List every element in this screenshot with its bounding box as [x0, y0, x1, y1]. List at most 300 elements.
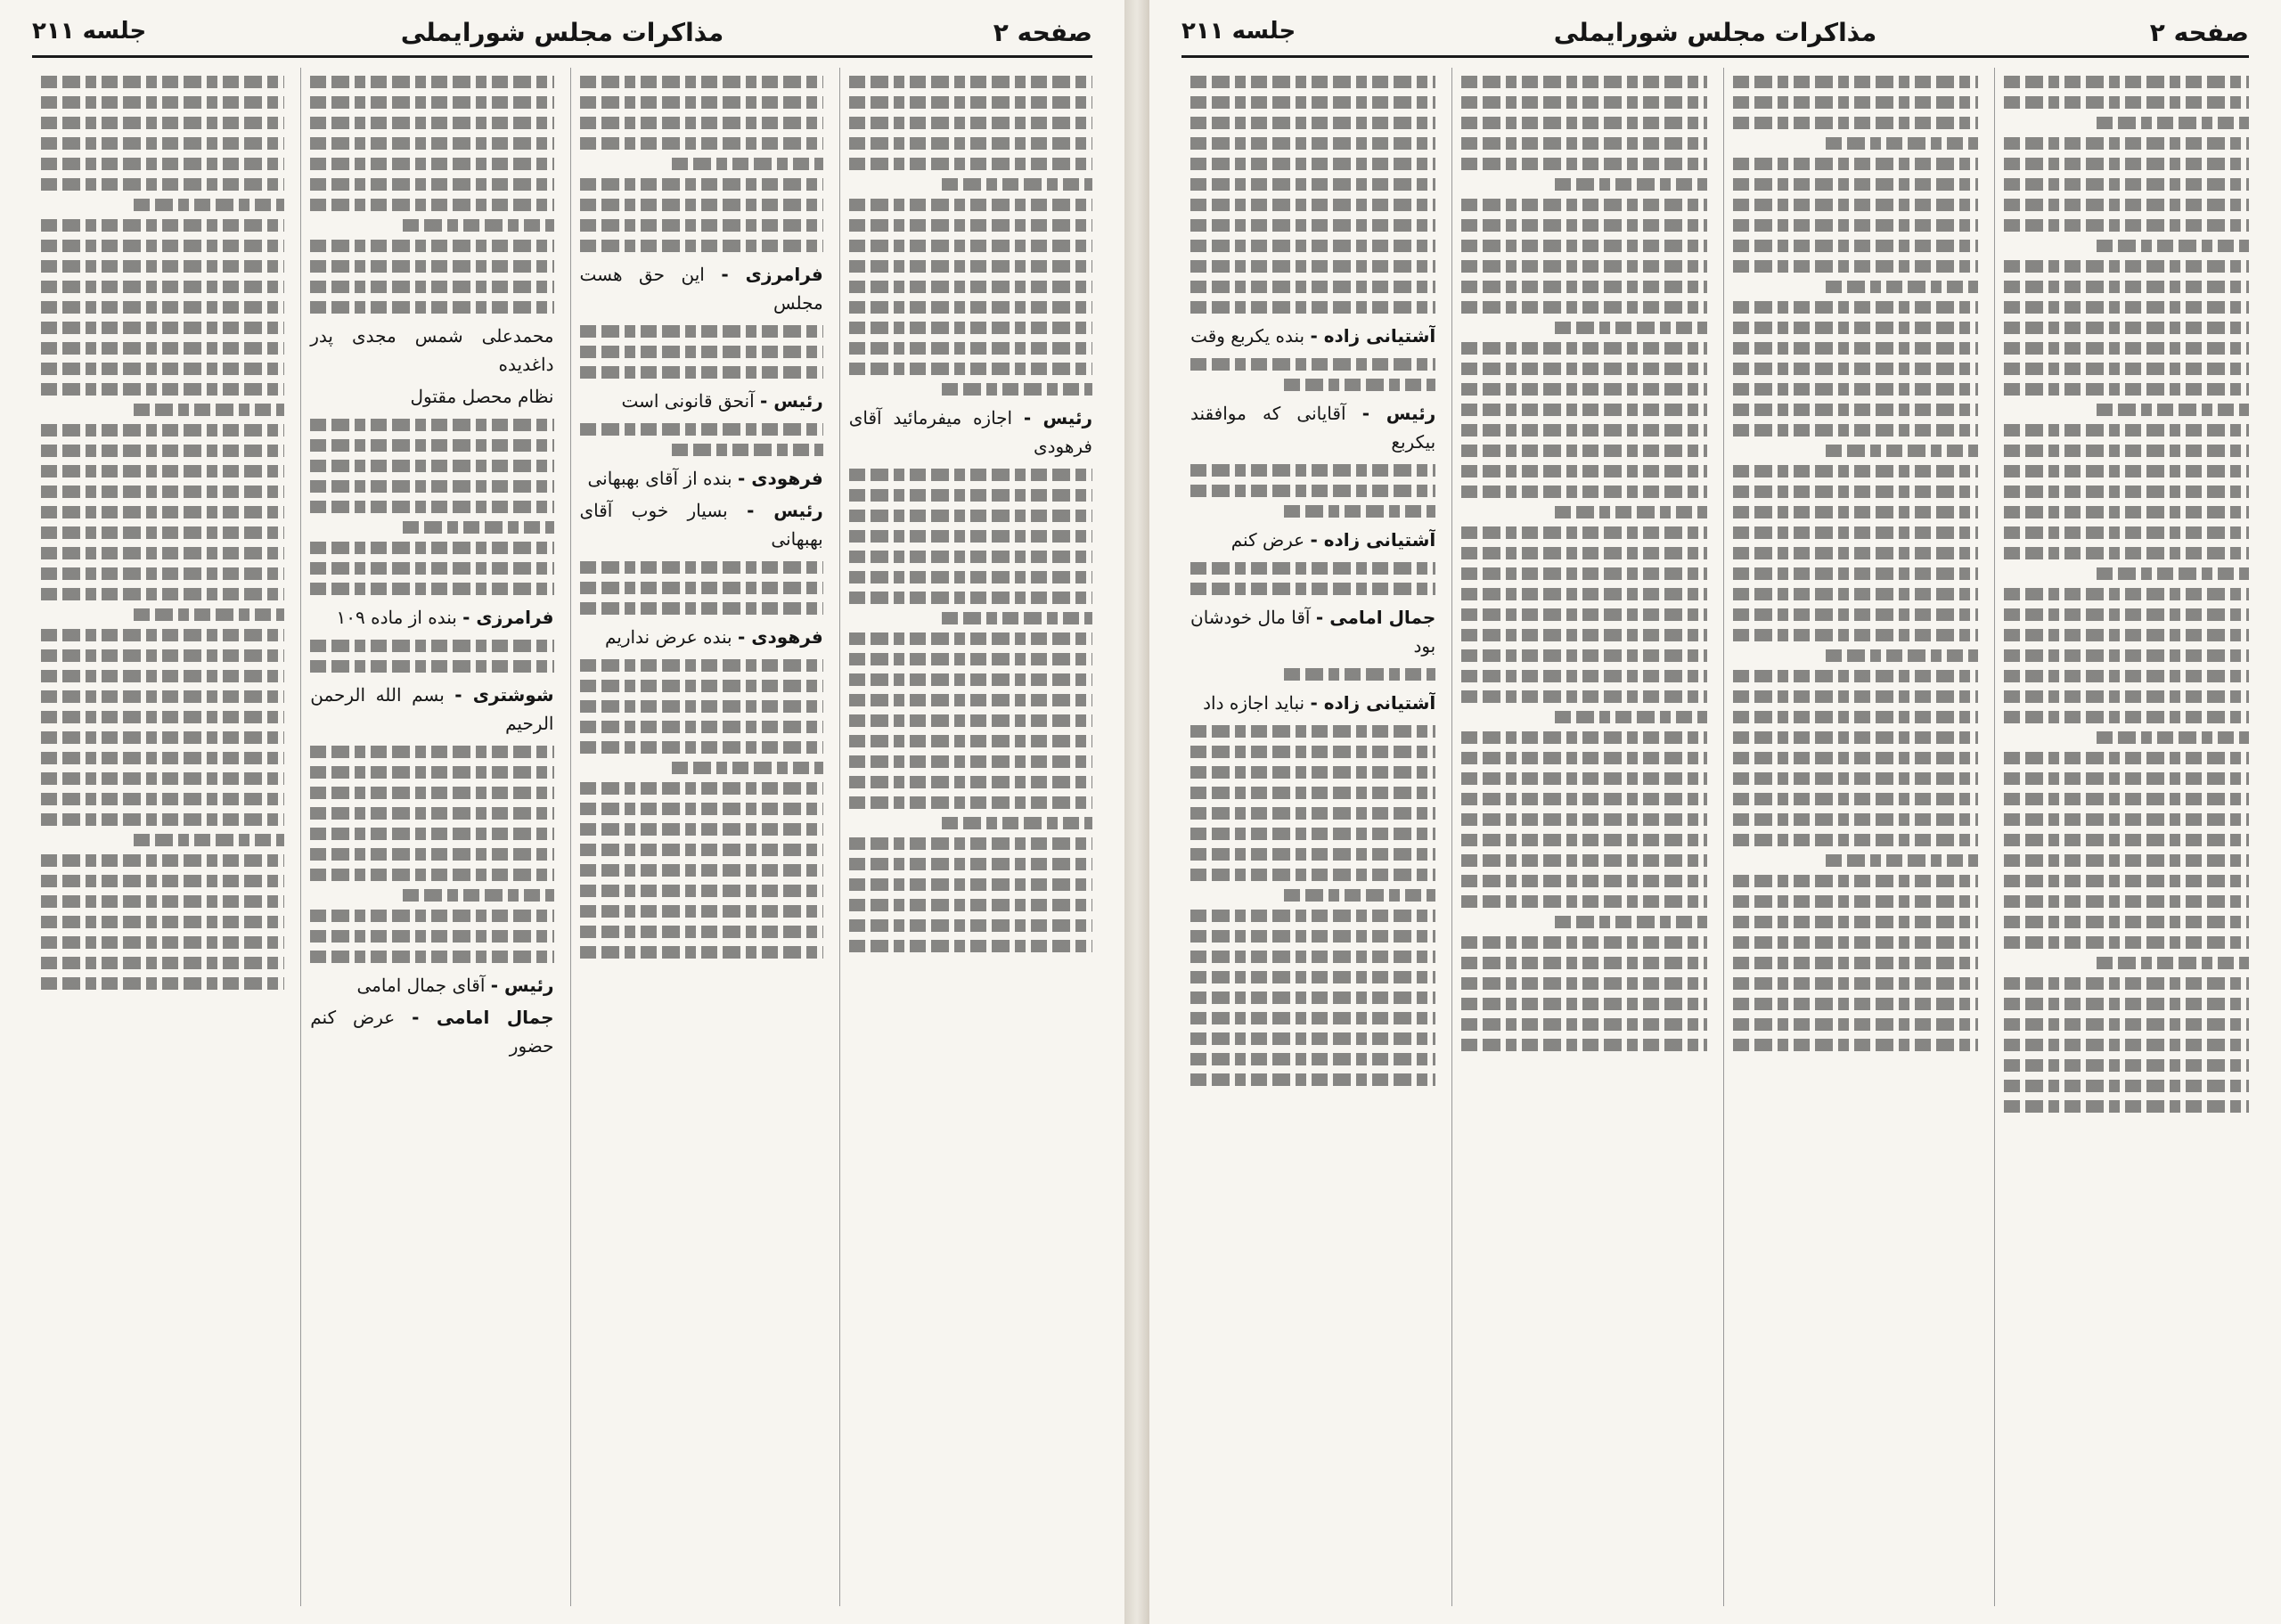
text-line: [41, 629, 284, 641]
left-speech-8: آقای جمال امامی: [356, 975, 486, 996]
text-line: [849, 571, 1092, 583]
right-excerpt-3: [1190, 603, 1435, 660]
text-line: [1190, 746, 1435, 758]
text-line: [1190, 117, 1435, 129]
text-line: [580, 721, 823, 733]
text-line: [2004, 793, 2249, 805]
text-line: [672, 762, 822, 774]
left-speech-0: اجازه میفرمائید آقای فرهودی: [848, 407, 1092, 457]
text-line: [2004, 936, 2249, 949]
text-line: [310, 766, 553, 779]
text-line: [41, 772, 284, 785]
text-line: [41, 260, 284, 273]
left-speaker-0: رئیس -: [1023, 407, 1092, 428]
right-speech-3: آقا مال خودشان بود: [1190, 607, 1436, 657]
text-line: [1733, 916, 1978, 928]
text-line: [41, 731, 284, 744]
text-line: [41, 363, 284, 375]
right-speaker-2: آشتیانی زاده -: [1310, 529, 1436, 551]
text-line: [2004, 424, 2249, 437]
text-line: [1733, 158, 1978, 170]
text-line: [1733, 690, 1978, 703]
text-line: [310, 930, 553, 943]
text-line: [849, 940, 1092, 952]
left-excerpt-3: [580, 464, 823, 493]
text-line: [2004, 916, 2249, 928]
text-line: [580, 423, 823, 436]
text-line: [41, 854, 284, 867]
left-speech-3: بنده از آقای بهبهانی: [587, 468, 732, 489]
text-line: [41, 240, 284, 252]
text-line: [1461, 998, 1706, 1010]
text-line: [2004, 670, 2249, 682]
text-line: [1733, 895, 1978, 908]
text-line: [1284, 668, 1436, 681]
text-line: [849, 489, 1092, 502]
text-line: [41, 649, 284, 662]
text-line: [1733, 219, 1978, 232]
text-line: [580, 926, 823, 938]
text-line: [849, 919, 1092, 932]
text-line: [1190, 583, 1435, 595]
text-line: [134, 608, 284, 621]
text-line: [1190, 766, 1435, 779]
text-line: [1733, 363, 1978, 375]
text-line: [310, 746, 553, 758]
text-line: [41, 158, 284, 170]
text-line: [849, 694, 1092, 706]
right-page-header: [1181, 12, 2249, 58]
text-line: [1461, 895, 1706, 908]
text-line: [1461, 875, 1706, 887]
text-line: [310, 542, 553, 554]
text-line: [580, 325, 823, 338]
right-speech-0: بنده یکربع وقت: [1190, 325, 1305, 347]
text-line: [2004, 260, 2249, 273]
text-line: [1190, 1012, 1435, 1024]
text-line: [1461, 813, 1706, 826]
text-line: [2004, 588, 2249, 600]
text-line: [41, 76, 284, 88]
text-line: [310, 260, 553, 273]
left-excerpt-6: [310, 603, 553, 632]
text-line: [41, 465, 284, 477]
text-line: [1190, 562, 1435, 575]
text-line: [1190, 485, 1435, 497]
text-line: [1733, 977, 1978, 990]
text-line: [1733, 772, 1978, 785]
text-line: [672, 444, 822, 456]
left-speaker-7: شوشتری -: [454, 684, 554, 706]
text-line: [1190, 219, 1435, 232]
text-line: [1461, 526, 1706, 539]
text-line: [1190, 137, 1435, 150]
text-line: [849, 653, 1092, 665]
text-line: [1733, 670, 1978, 682]
text-line: [1461, 567, 1706, 580]
left-speech-1: این حق هست مجلس: [579, 264, 823, 314]
text-line: [1190, 240, 1435, 252]
text-line: [1555, 322, 1707, 334]
text-line: [2004, 772, 2249, 785]
left-speech-5: بنده عرض نداریم: [604, 626, 732, 648]
text-line: [2004, 608, 2249, 621]
text-line: [2004, 96, 2249, 109]
text-line: [1190, 807, 1435, 820]
text-line: [1461, 342, 1706, 355]
text-line: [580, 885, 823, 897]
left-speaker-6: فرامرزی -: [462, 607, 554, 628]
text-line: [580, 782, 823, 795]
text-line: [1733, 117, 1978, 129]
text-line: [849, 260, 1092, 273]
text-line: [1190, 910, 1435, 922]
text-line: [310, 848, 553, 861]
text-line: [1461, 301, 1706, 314]
text-line: [403, 889, 553, 902]
text-line: [849, 76, 1092, 88]
text-line: [1190, 1032, 1435, 1045]
text-line: [2004, 281, 2249, 293]
text-line: [1190, 828, 1435, 840]
text-line: [849, 342, 1092, 355]
text-line: [580, 366, 823, 379]
text-line: [134, 404, 284, 416]
text-line: [1733, 301, 1978, 314]
text-line: [1733, 178, 1978, 191]
text-line: [1733, 76, 1978, 88]
text-line: [1461, 240, 1706, 252]
text-line: [310, 96, 553, 109]
text-line: [1461, 96, 1706, 109]
text-line: [1555, 506, 1707, 518]
text-line: [1733, 404, 1978, 416]
text-line: [942, 178, 1092, 191]
text-line: [310, 807, 553, 820]
left-speech-9: عرض کنم حضور: [310, 1007, 554, 1057]
text-line: [1190, 464, 1435, 477]
text-line: [1733, 342, 1978, 355]
text-line: [41, 137, 284, 150]
left-note-0: محمدعلی شمس مجدی پدر داغدیده: [310, 325, 554, 375]
left-speaker-3: فرهودی -: [737, 468, 823, 489]
right-column-3: [1451, 68, 1706, 1606]
text-line: [310, 460, 553, 472]
text-line: [2004, 895, 2249, 908]
text-line: [1733, 567, 1978, 580]
text-line: [41, 383, 284, 396]
text-line: [41, 895, 284, 908]
text-line: [580, 137, 823, 150]
text-line: [2004, 690, 2249, 703]
left-speaker-1: فرامرزی -: [721, 264, 823, 285]
left-speech-6: بنده از ماده ۱۰۹: [336, 607, 457, 628]
text-line: [1461, 977, 1706, 990]
text-line: [2004, 219, 2249, 232]
text-line: [2004, 977, 2249, 990]
page-gutter: [1124, 0, 1149, 1624]
text-line: [849, 301, 1092, 314]
text-line: [310, 301, 553, 314]
text-line: [310, 419, 553, 431]
text-line: [1461, 465, 1706, 477]
text-line: [942, 383, 1092, 396]
text-line: [41, 567, 284, 580]
text-line: [2004, 875, 2249, 887]
text-line: [1733, 96, 1978, 109]
right-column-2: [1723, 68, 1978, 1606]
text-line: [41, 588, 284, 600]
text-line: [580, 844, 823, 856]
text-line: [580, 602, 823, 615]
text-line: [1461, 936, 1706, 949]
text-line: [1733, 486, 1978, 498]
text-line: [1461, 137, 1706, 150]
text-line: [41, 793, 284, 805]
right-page-number: صفحه ۲: [2149, 18, 2249, 47]
text-line: [849, 219, 1092, 232]
text-line: [310, 480, 553, 493]
text-line: [580, 946, 823, 959]
text-line: [2004, 998, 2249, 1010]
text-line: [1190, 281, 1435, 293]
text-line: [1461, 649, 1706, 662]
text-line: [1733, 998, 1978, 1010]
text-line: [1733, 588, 1978, 600]
text-line: [1733, 465, 1978, 477]
text-line: [849, 469, 1092, 481]
text-line: [41, 281, 284, 293]
text-line: [1461, 199, 1706, 211]
text-line: [849, 899, 1092, 911]
text-line: [849, 837, 1092, 850]
text-line: [1284, 379, 1436, 391]
text-line: [41, 957, 284, 969]
text-line: [580, 346, 823, 358]
text-line: [2097, 731, 2249, 744]
text-line: [1190, 951, 1435, 963]
text-line: [2004, 1039, 2249, 1051]
text-line: [41, 301, 284, 314]
text-line: [310, 910, 553, 922]
text-line: [1190, 158, 1435, 170]
text-line: [580, 680, 823, 692]
text-line: [1555, 711, 1707, 723]
text-line: [580, 96, 823, 109]
right-page-session: جلسه ۲۱۱: [1181, 18, 1296, 45]
text-line: [1461, 404, 1706, 416]
text-line: [1733, 629, 1978, 641]
text-line: [2004, 752, 2249, 764]
text-line: [849, 158, 1092, 170]
right-speech-2: عرض کنم: [1230, 529, 1305, 551]
left-excerpt-5: [580, 623, 823, 651]
text-line: [2004, 76, 2249, 88]
right-page-columns: [1181, 68, 2249, 1606]
text-line: [2004, 1080, 2249, 1092]
text-line: [2004, 363, 2249, 375]
left-excerpt-8: [310, 971, 553, 1000]
text-line: [2097, 957, 2249, 969]
text-line: [1826, 854, 1978, 867]
text-line: [1733, 875, 1978, 887]
text-line: [2004, 322, 2249, 334]
text-line: [310, 117, 553, 129]
text-line: [1461, 957, 1706, 969]
text-line: [849, 510, 1092, 522]
text-line: [2004, 506, 2249, 518]
left-page-number: صفحه ۲: [993, 18, 1092, 47]
text-line: [1733, 957, 1978, 969]
text-line: [403, 521, 553, 534]
text-line: [849, 714, 1092, 727]
text-line: [1733, 731, 1978, 744]
text-line: [1461, 445, 1706, 457]
text-line: [2097, 117, 2249, 129]
text-line: [2004, 301, 2249, 314]
right-speech-1: آقایانی که موافقند بیکربع: [1190, 403, 1436, 453]
text-line: [580, 700, 823, 713]
text-line: [1461, 1039, 1706, 1051]
text-line: [134, 834, 284, 846]
text-line: [41, 813, 284, 826]
text-line: [1826, 281, 1978, 293]
right-excerpt-4: [1190, 689, 1435, 717]
text-line: [1733, 936, 1978, 949]
text-line: [580, 199, 823, 211]
text-line: [1190, 301, 1435, 314]
text-line: [1190, 930, 1435, 943]
text-line: [849, 755, 1092, 768]
text-line: [580, 240, 823, 252]
text-line: [2004, 813, 2249, 826]
text-line: [580, 219, 823, 232]
text-line: [942, 817, 1092, 829]
text-line: [1826, 137, 1978, 150]
text-line: [849, 281, 1092, 293]
text-line: [2004, 342, 2249, 355]
left-speaker-9: جمال امامی -: [412, 1007, 554, 1028]
text-line: [1284, 889, 1436, 902]
left-speech-4: بسیار خوب آقای بهبهانی: [579, 500, 823, 550]
text-line: [1733, 260, 1978, 273]
text-line: [849, 240, 1092, 252]
text-line: [2004, 526, 2249, 539]
left-excerpt-7: [310, 681, 553, 738]
text-line: [310, 137, 553, 150]
text-line: [849, 322, 1092, 334]
text-line: [1826, 649, 1978, 662]
text-line: [2004, 834, 2249, 846]
left-excerpt-0: [849, 404, 1092, 461]
text-line: [310, 439, 553, 452]
right-speaker-4: آشتیانی زاده -: [1310, 692, 1436, 714]
text-line: [2004, 854, 2249, 867]
text-line: [41, 526, 284, 539]
text-line: [849, 776, 1092, 788]
left-excerpt-4: [580, 496, 823, 553]
text-line: [310, 583, 553, 595]
left-speaker-5: فرهودی -: [737, 626, 823, 648]
text-line: [1461, 219, 1706, 232]
right-column-1: [1994, 68, 2249, 1606]
text-line: [1733, 1018, 1978, 1031]
text-line: [41, 342, 284, 355]
text-line: [1461, 752, 1706, 764]
text-line: [1461, 834, 1706, 846]
left-speaker-8: رئیس -: [490, 975, 554, 996]
text-line: [849, 858, 1092, 870]
right-excerpt-2: [1190, 526, 1435, 554]
text-line: [849, 96, 1092, 109]
text-line: [2004, 1059, 2249, 1072]
text-line: [2004, 1100, 2249, 1113]
text-line: [580, 823, 823, 836]
text-line: [2097, 404, 2249, 416]
text-line: [2004, 445, 2249, 457]
text-line: [849, 632, 1092, 645]
text-line: [1733, 424, 1978, 437]
text-line: [310, 951, 553, 963]
text-line: [849, 592, 1092, 604]
right-excerpt-0: [1190, 322, 1435, 350]
text-line: [1461, 424, 1706, 437]
text-line: [1190, 178, 1435, 191]
text-line: [1733, 526, 1978, 539]
text-line: [310, 199, 553, 211]
text-line: [2004, 486, 2249, 498]
text-line: [1190, 848, 1435, 861]
text-line: [580, 741, 823, 754]
text-line: [310, 501, 553, 513]
left-column-4: [32, 68, 284, 1606]
text-line: [580, 178, 823, 191]
text-line: [1733, 793, 1978, 805]
text-line: [580, 803, 823, 815]
text-line: [1733, 199, 1978, 211]
text-line: [849, 735, 1092, 747]
text-line: [849, 673, 1092, 686]
right-column-4: [1181, 68, 1435, 1606]
text-line: [580, 864, 823, 877]
text-line: [310, 640, 553, 652]
text-line: [310, 281, 553, 293]
right-speaker-1: رئیس -: [1361, 403, 1436, 424]
text-line: [1461, 486, 1706, 498]
left-page-session: جلسه ۲۱۱: [32, 18, 147, 45]
text-line: [41, 690, 284, 703]
text-line: [1461, 260, 1706, 273]
text-line: [41, 322, 284, 334]
text-line: [41, 96, 284, 109]
left-page-columns: [32, 68, 1092, 1606]
text-line: [1461, 281, 1706, 293]
text-line: [1461, 772, 1706, 785]
text-line: [1190, 869, 1435, 881]
text-line: [310, 158, 553, 170]
text-line: [310, 660, 553, 673]
left-page-title: مذاکرات مجلس شورایملی: [400, 18, 724, 47]
text-line: [2004, 629, 2249, 641]
text-line: [41, 178, 284, 191]
text-line: [1190, 971, 1435, 983]
text-line: [1190, 992, 1435, 1004]
text-line: [310, 76, 553, 88]
text-line: [41, 486, 284, 498]
left-page-header: [32, 12, 1092, 58]
text-line: [1461, 76, 1706, 88]
left-excerpt-2: [580, 387, 823, 415]
